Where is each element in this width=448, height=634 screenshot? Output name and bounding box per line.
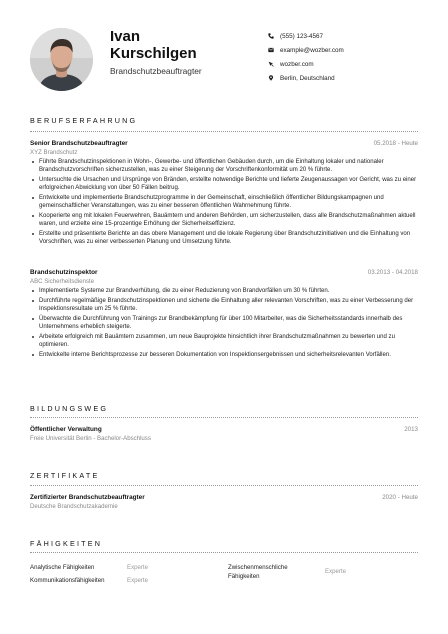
name-last: Kurschilgen: [110, 45, 197, 62]
bullet-item: Kooperierte eng mit lokalen Feuerwehren, Bauämtern und anderen Behörden, um sicherzustellen, dass alle Brandschutzmaßnahmen aktuell waren, und erzielte eine 15-prozentige Erhöhung der Sicherheitseffizienz.: [30, 212, 418, 229]
contact-email[interactable]: [268, 43, 344, 57]
contact-website-text[interactable]: wozber.com: [280, 60, 314, 68]
contact-email-text[interactable]: example@wozber.com: [280, 46, 344, 54]
profile-photo-image: [30, 28, 93, 91]
skill-level: Experte: [127, 577, 149, 584]
job-company: XYZ Brandschutz: [30, 149, 78, 156]
section-divider: [30, 552, 418, 553]
section-title-education: BILDUNGSWEG: [30, 404, 109, 413]
job-bullets: [30, 158, 418, 248]
section-divider: [30, 131, 418, 132]
bullet-item: Entwickelte interne Berichtsprozesse zur besseren Dokumentation von Inspektionsergebnissen und sicherheitsrelevanten Vorfällen.: [30, 351, 418, 359]
contact-phone: [268, 29, 344, 43]
certificate-header: [30, 494, 418, 501]
section-divider: [30, 417, 418, 418]
phone-icon: [268, 33, 280, 39]
job-title: Brandschutzbeauftragter: [110, 66, 202, 76]
certificate-name: Zertifizierter Brandschutzbeauftragter: [30, 494, 145, 501]
education-school: Freie Universität Berlin - Bachelor-Abschluss: [30, 435, 151, 442]
bullet-item: Entwickelte und implementierte Brandschutzprogramme in der Gemeinschaft, einschließlich öffentlicher Bildungskampagnen und gemeinschaftlicher Veranstaltungen, was zu einer besseren öffentlichen Wahrnehmung führte.: [30, 194, 418, 211]
job-role: Senior Brandschutzbeauftragter: [30, 140, 128, 147]
skill-level: Experte: [127, 564, 149, 571]
education-degree: Öffentlicher Verwaltung: [30, 426, 102, 433]
job-date: 03.2013 - 04.2018: [367, 269, 418, 276]
certificate-issuer: Deutsche Brandschutzakademie: [30, 503, 118, 510]
bullet-item: Durchführte regelmäßige Brandschutzinspektionen und sicherte die Einhaltung aller relevanten Vorschriften, was zu einer Verbesserung der Inspektionsresultate um 25 % führte.: [30, 297, 418, 314]
contact-website[interactable]: [268, 57, 344, 71]
section-divider: [30, 485, 418, 486]
bullet-item: Arbeitete erfolgreich mit Bauämtern zusammen, um neue Bauprojekte hinsichtlich ihrer Brandschutzmaßnahmen zu bewerten und zu optimieren.: [30, 333, 418, 350]
candidate-name: [110, 28, 197, 62]
job-date: 05.2018 - Heute: [373, 140, 418, 147]
contact-phone-text: (555) 123-4567: [280, 32, 324, 40]
bullet-item: Untersuchte die Ursachen und Ursprünge von Bränden, erstellte notwendige Berichte und lieferte Zeugenaussagen vor Gericht, was zu einer erfolgreichen Abwicklung von über 50 Fällen beitrug.: [30, 176, 418, 193]
section-title-skills: FÄHIGKEITEN: [30, 539, 103, 548]
section-title-certificates: ZERTIFIKATE: [30, 471, 100, 480]
job-company: ABC Sicherheitsdienste: [30, 278, 95, 285]
job-header: [30, 140, 418, 147]
contact-list: [268, 29, 344, 85]
bullet-item: Erstellte und präsentierte Berichte an das obere Management und die lokale Regierung über Brandschutzinitiativen und die Einhaltung von Vorschriften, was zu einer verbesserten Planung und Umsetzung führte.: [30, 230, 418, 247]
bullet-item: Implementierte Systeme zur Brandverhütung, die zu einer Reduzierung von Brandvorfällen um 30 % führten.: [30, 287, 418, 295]
education-date: 2013: [404, 426, 418, 433]
job-header: [30, 269, 418, 276]
link-icon: [268, 61, 280, 67]
education-header: [30, 426, 418, 433]
contact-location-text: Berlin, Deutschland: [280, 74, 335, 82]
skill-name: Kommunikationsfähigkeiten: [30, 577, 105, 584]
section-title-experience: BERUFSERFAHRUNG: [30, 116, 138, 125]
envelope-icon: [268, 47, 280, 53]
map-pin-icon: [268, 75, 280, 81]
contact-location: [268, 71, 344, 85]
bullet-item: Überwachte die Durchführung von Trainings zur Brandbekämpfung für über 100 Mitarbeiter, was die Sicherheitsstandards innerhalb des Unternehmens erheblich steigerte.: [30, 315, 418, 332]
profile-photo: [30, 28, 93, 91]
skill-name: Analytische Fähigkeiten: [30, 564, 95, 571]
certificate-date: 2020 - Heute: [382, 494, 418, 501]
skill-level: Experte: [325, 568, 347, 575]
job-bullets: [30, 287, 418, 360]
skill-name: Zwischenmenschliche Fähigkeiten: [228, 564, 288, 580]
name-first: Ivan: [110, 28, 141, 45]
job-role: Brandschutzinspektor: [30, 269, 98, 276]
bullet-item: Führte Brandschutzinspektionen in Wohn-, Gewerbe- und öffentlichen Gebäuden durch, um die Einhaltung lokaler und nationaler Brandschutzvorschriften sicherzustellen, was zu einer Steigerung der Vorschriftenkonformität um 20 % führte.: [30, 158, 418, 175]
